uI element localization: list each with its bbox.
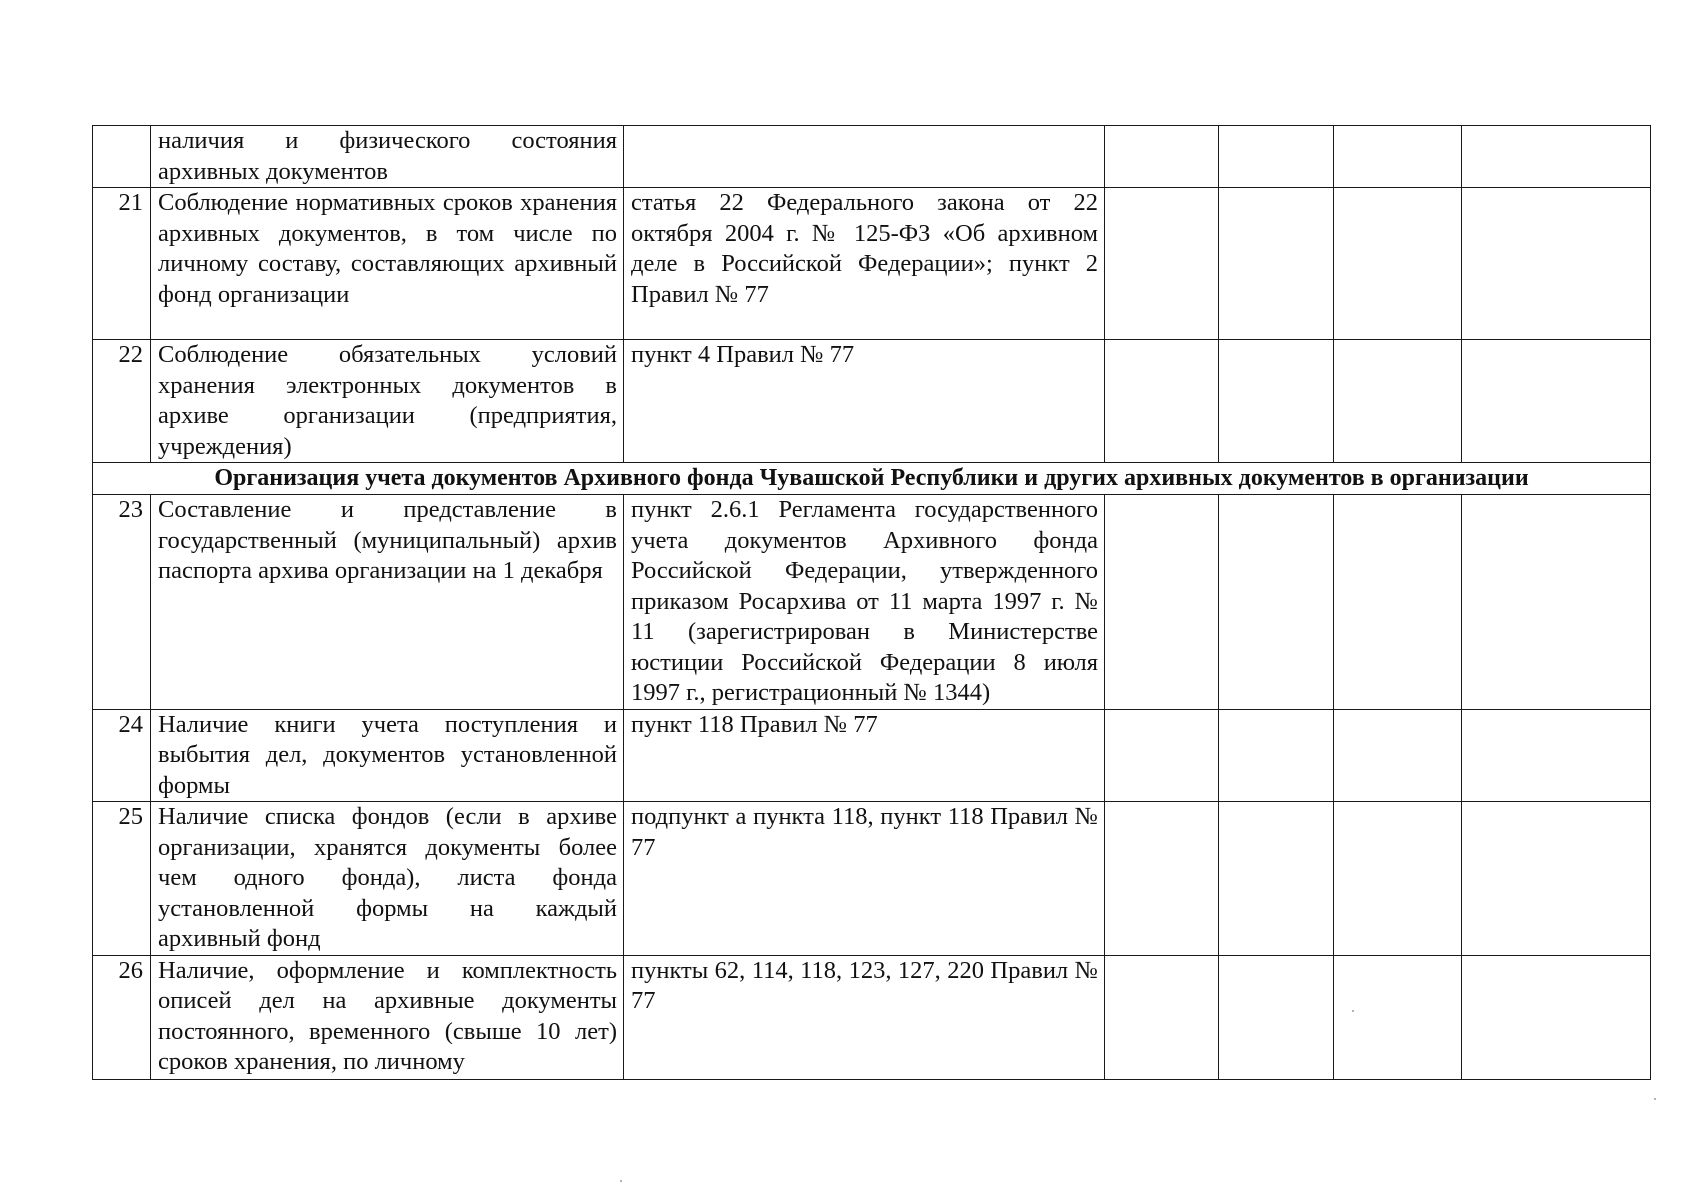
blank-cell [1462, 955, 1651, 1079]
requirement-cell: Соблюдение обязательных условий хранения электронных документов в архиве организации (предприятия, учреждения) [151, 340, 624, 463]
row-number: 26 [93, 955, 151, 1079]
blank-cell [1219, 709, 1334, 802]
blank-cell [1334, 802, 1462, 956]
section-title: Организация учета документов Архивного фонда Чувашской Республики и других архивных документов в организации [93, 463, 1651, 495]
blank-cell [1334, 340, 1462, 463]
reference-cell: статья 22 Федерального закона от 22 октября 2004 г. № 125-ФЗ «Об архивном деле в Российской Федерации»; пункт 2 Правил № 77 [624, 188, 1105, 340]
table-row [93, 495, 1651, 710]
row-number: 24 [93, 709, 151, 802]
blank-cell [1334, 126, 1462, 188]
row-number [93, 126, 151, 188]
blank-cell [1219, 955, 1334, 1079]
table-row [93, 188, 1651, 340]
row-number: 23 [93, 495, 151, 710]
blank-cell [1462, 188, 1651, 340]
blank-cell [1334, 188, 1462, 340]
blank-cell [1462, 709, 1651, 802]
blank-cell [1219, 188, 1334, 340]
blank-cell [1105, 495, 1219, 710]
blank-cell [1219, 340, 1334, 463]
reference-cell: подпункт а пункта 118, пункт 118 Правил № 77 [624, 802, 1105, 956]
table-row [93, 126, 1651, 188]
row-number: 25 [93, 802, 151, 956]
blank-cell [1334, 709, 1462, 802]
table-row [93, 955, 1651, 1079]
blank-cell [1462, 126, 1651, 188]
requirement-cell: наличия и физического состояния архивных документов [151, 126, 624, 188]
table-row [93, 802, 1651, 956]
requirement-cell: Наличие книги учета поступления и выбытия дел, документов установленной формы [151, 709, 624, 802]
table-row [93, 709, 1651, 802]
scan-speck [620, 1180, 622, 1182]
reference-cell: пункт 2.6.1 Регламента государственного учета документов Архивного фонда Российской Федерации, утвержденного приказом Росархива от 11 марта 1997 г. № 11 (зарегистрирован в Министерстве юстиции Российской Федерации 8 июля 1997 г., регистрационный № 1344) [624, 495, 1105, 710]
row-number: 22 [93, 340, 151, 463]
blank-cell [1219, 126, 1334, 188]
blank-cell [1219, 802, 1334, 956]
scan-speck [1654, 1098, 1656, 1100]
reference-cell: пункт 118 Правил № 77 [624, 709, 1105, 802]
blank-cell [1105, 126, 1219, 188]
blank-cell [1462, 340, 1651, 463]
blank-cell [1105, 188, 1219, 340]
requirement-cell: Составление и представление в государственный (муниципальный) архив паспорта архива организации на 1 декабря [151, 495, 624, 710]
reference-cell [624, 126, 1105, 188]
section-heading-row [93, 463, 1651, 495]
blank-cell [1105, 340, 1219, 463]
table-row [93, 340, 1651, 463]
blank-cell [1462, 495, 1651, 710]
blank-cell [1334, 495, 1462, 710]
requirement-cell: Соблюдение нормативных сроков хранения архивных документов, в том числе по личному составу, составляющих архивный фонд организации [151, 188, 624, 340]
scan-speck [1352, 1010, 1354, 1012]
blank-cell [1105, 709, 1219, 802]
blank-cell [1462, 802, 1651, 956]
reference-cell: пункты 62, 114, 118, 123, 127, 220 Правил № 77 [624, 955, 1105, 1079]
reference-cell: пункт 4 Правил № 77 [624, 340, 1105, 463]
checklist-table [92, 125, 1651, 1080]
requirement-cell: Наличие списка фондов (если в архиве организации, хранятся документы более чем одного фонда), листа фонда установленной формы на каждый архивный фонд [151, 802, 624, 956]
requirement-cell: Наличие, оформление и комплектность описей дел на архивные документы постоянного, временного (свыше 10 лет) сроков хранения, по личному [151, 955, 624, 1079]
blank-cell [1334, 955, 1462, 1079]
blank-cell [1105, 802, 1219, 956]
blank-cell [1105, 955, 1219, 1079]
row-number: 21 [93, 188, 151, 340]
blank-cell [1219, 495, 1334, 710]
